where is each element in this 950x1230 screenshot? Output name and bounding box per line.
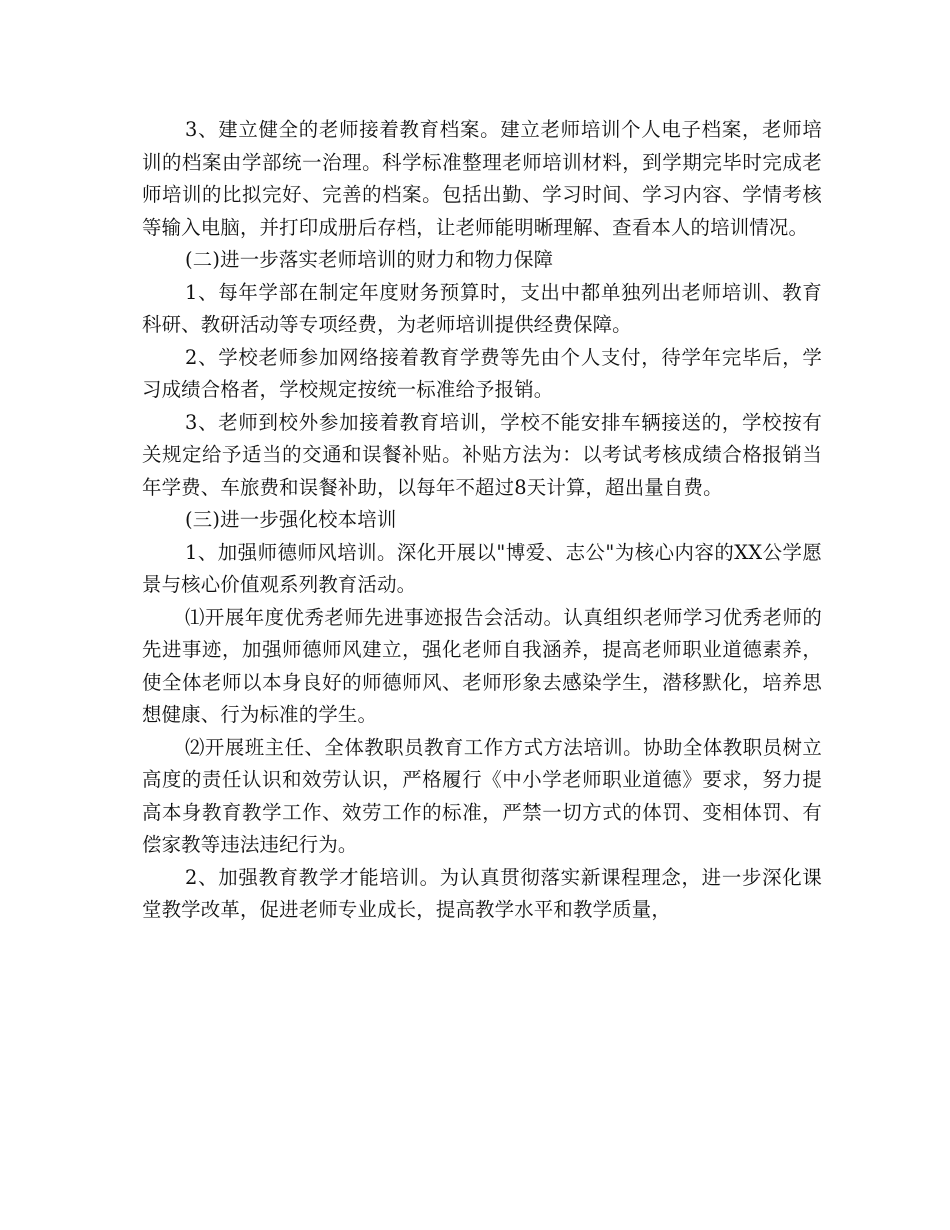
section-heading-school-training: (三)进一步强化校本培训 xyxy=(185,508,397,531)
section-heading-funding: (二)进一步落实老师培训的财力和物力保障 xyxy=(185,248,554,271)
document-body xyxy=(142,114,822,927)
paragraph-report-meeting: ⑴开展年度优秀老师先进事迹报告会活动。认真组织老师学习优秀老师的先进事迹，加强师德师风建立，强化老师自我涵养，提高老师职业道德素养，使全体老师以本身良好的师德师风、老师形象去感染学生，潜移默化，培养思想健康、行为标准的学生。 xyxy=(142,605,822,726)
paragraph-subsidy: 3、老师到校外参加接着教育培训，学校不能安排车辆接送的，学校按有关规定给予适当的交通和误餐补贴。补贴方法为：以考试考核成绩合格报销当年学费、车旅费和误餐补助，以每年不超过8天计算，超出量自费。 xyxy=(142,410,822,499)
paragraph-budget: 1、每年学部在制定年度财务预算时，支出中都单独列出老师培训、教育科研、教研活动等专项经费，为老师培训提供经费保障。 xyxy=(142,280,822,336)
paragraph-staff-training: ⑵开展班主任、全体教职员教育工作方式方法培训。协助全体教职员树立高度的责任认识和效劳认识，严格履行《中小学老师职业道德》要求，努力提高本身教育教学工作、效劳工作的标准，严禁一切方式的体罚、变相体罚、有偿家教等违法违纪行为。 xyxy=(142,735,822,856)
paragraph-tuition: 2、学校老师参加网络接着教育学费等先由个人支付，待学年完毕后，学习成绩合格者，学校规定按统一标准给予报销。 xyxy=(142,345,822,401)
paragraph-teaching-ability: 2、加强教育教学才能培训。为认真贯彻落实新课程理念，进一步深化课堂教学改革，促进老师专业成长，提高教学水平和教学质量， xyxy=(142,865,822,921)
paragraph-ethics: 1、加强师德师风培训。深化开展以"博爱、志公"为核心内容的XX公学愿景与核心价值观系列教育活动。 xyxy=(142,540,822,596)
paragraph-archive: 3、建立健全的老师接着教育档案。建立老师培训个人电子档案，老师培训的档案由学部统一治理。科学标准整理老师培训材料，到学期完毕时完成老师培训的比拟完好、完善的档案。包括出勤、学习时间、学习内容、学情考核等输入电脑，并打印成册后存档，让老师能明晰理解、查看本人的培训情况。 xyxy=(142,118,822,239)
